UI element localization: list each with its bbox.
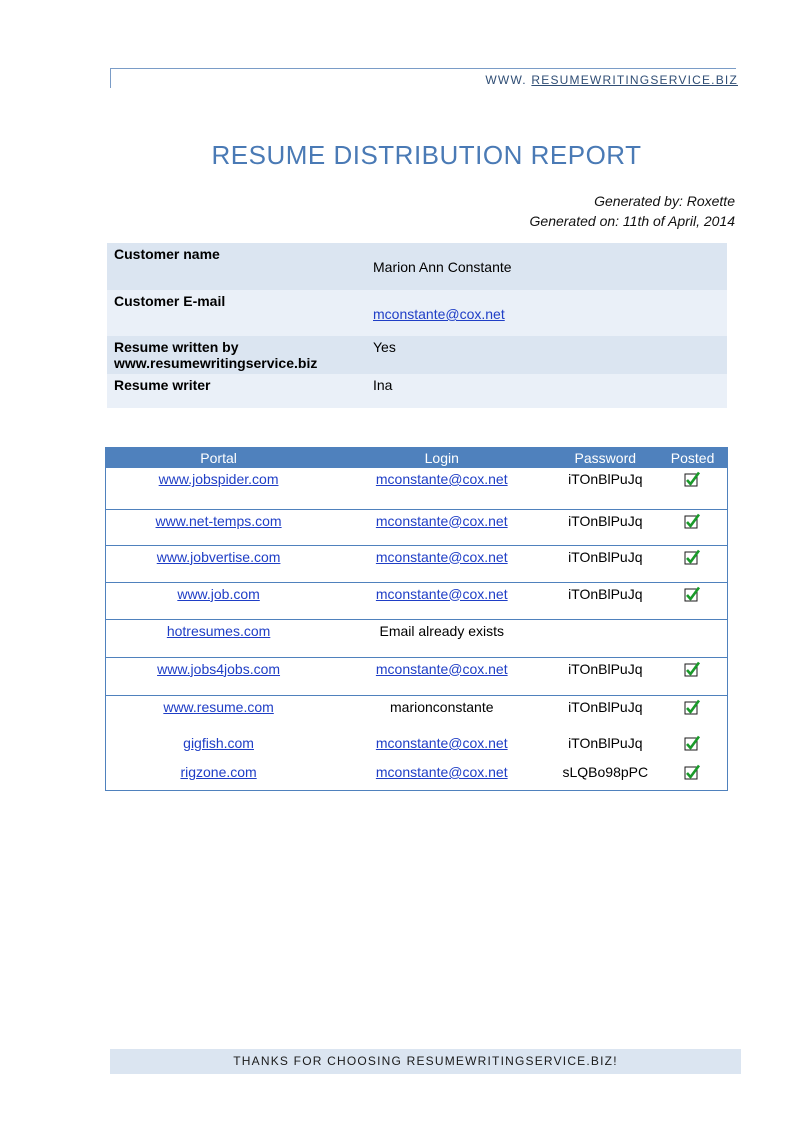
table-row (106, 509, 728, 545)
table-row (106, 732, 728, 761)
check-icon (684, 768, 701, 784)
check-icon (684, 665, 701, 681)
info-row-customer-email (107, 290, 727, 336)
footer-banner: THANKS FOR CHOOSING RESUMEWRITINGSERVICE.BIZ! (110, 1049, 741, 1074)
customer-name-value: Marion Ann Constante (366, 243, 727, 290)
password-cell: iTOnBlPuJq (552, 582, 658, 619)
table-row (106, 468, 728, 509)
portal-cell (106, 582, 332, 619)
login-cell (331, 545, 552, 582)
password-cell: iTOnBlPuJq (568, 698, 643, 715)
header-site-link[interactable]: RESUMEWRITINGSERVICE.BIZ (531, 73, 738, 87)
portal-link[interactable]: rigzone.com (180, 764, 257, 780)
customer-email-label: Customer E-mail (107, 290, 366, 336)
login-cell (331, 732, 552, 761)
posted-cell (658, 657, 727, 695)
login-cell (331, 761, 552, 790)
table-row (106, 695, 728, 732)
header-login: Login (331, 447, 552, 468)
page-title: RESUME DISTRIBUTION REPORT (211, 140, 642, 170)
info-row-resume-writer (107, 374, 727, 408)
posted-cell (658, 761, 727, 790)
info-row-customer-name (107, 243, 727, 290)
login-cell (331, 657, 552, 695)
portal-link[interactable]: www.jobspider.com (158, 471, 279, 487)
password-cell: sLQBo98pPC (562, 764, 649, 780)
generated-on: Generated on: 11th of April, 2014 (529, 213, 735, 229)
login-link[interactable]: mconstante@cox.net (375, 764, 508, 780)
portal-cell (106, 619, 332, 657)
customer-email-link[interactable]: mconstante@cox.net (373, 306, 505, 322)
posted-cell (658, 732, 727, 761)
resume-writer-value: Ina (366, 374, 727, 408)
login-text: Email already exists (379, 622, 504, 639)
password-cell (552, 619, 658, 657)
resume-written-value: Yes (366, 336, 727, 374)
table-row (106, 619, 728, 657)
login-cell (331, 619, 552, 657)
login-link[interactable]: mconstante@cox.net (375, 585, 508, 602)
header-website (485, 73, 738, 87)
table-row (106, 761, 728, 790)
table-row (106, 582, 728, 619)
check-icon (684, 517, 701, 533)
password-cell: iTOnBlPuJq (568, 735, 643, 751)
password-cell: iTOnBlPuJq (552, 509, 658, 545)
table-row (106, 657, 728, 695)
portal-cell (106, 657, 332, 695)
portal-cell (106, 509, 332, 545)
info-row-resume-written (107, 336, 727, 374)
customer-info-table (107, 243, 727, 408)
posted-cell (658, 509, 727, 545)
table-row (106, 545, 728, 582)
portal-cell (106, 695, 332, 732)
check-icon (684, 553, 701, 569)
portal-link[interactable]: www.jobs4jobs.com (157, 660, 281, 677)
header-portal: Portal (106, 447, 332, 468)
check-icon (684, 590, 701, 606)
resume-written-label-line2: www.resumewritingservice.biz (114, 355, 318, 371)
login-link[interactable]: mconstante@cox.net (375, 548, 508, 565)
login-text: marionconstante (390, 698, 494, 715)
check-icon (684, 739, 701, 755)
login-cell (331, 695, 552, 732)
portal-cell (106, 761, 332, 790)
header-rule (110, 68, 736, 69)
portal-link[interactable]: hotresumes.com (166, 622, 271, 639)
customer-email-value (366, 290, 727, 336)
header-prefix: WWW. (485, 73, 527, 87)
header-posted: Posted (658, 447, 727, 468)
password-cell: iTOnBlPuJq (552, 468, 658, 509)
portal-cell (106, 732, 332, 761)
portal-link[interactable]: www.job.com (177, 585, 260, 602)
login-link[interactable]: mconstante@cox.net (375, 660, 508, 677)
distribution-table (105, 447, 728, 791)
posted-cell (658, 619, 727, 657)
check-icon (684, 703, 701, 719)
generated-by: Generated by: Roxette (594, 193, 735, 209)
resume-writer-label: Resume writer (107, 374, 366, 408)
login-cell (331, 509, 552, 545)
posted-cell (658, 582, 727, 619)
password-cell: iTOnBlPuJq (552, 657, 658, 695)
portal-cell (106, 468, 332, 509)
customer-name-label: Customer name (107, 243, 366, 290)
password-cell: iTOnBlPuJq (552, 545, 658, 582)
table-header-row (106, 447, 728, 468)
posted-cell (658, 545, 727, 582)
login-cell (331, 468, 552, 509)
check-icon (684, 475, 701, 491)
resume-written-label-line1: Resume written by (114, 339, 239, 355)
header-password: Password (552, 447, 658, 468)
header-rule-vertical (110, 68, 111, 88)
portal-link[interactable]: www.net-temps.com (155, 512, 282, 529)
portal-link[interactable]: www.jobvertise.com (156, 548, 281, 565)
login-link[interactable]: mconstante@cox.net (375, 735, 508, 751)
login-link[interactable]: mconstante@cox.net (375, 471, 508, 487)
portal-cell (106, 545, 332, 582)
login-link[interactable]: mconstante@cox.net (375, 512, 508, 529)
posted-cell (658, 695, 727, 732)
portal-link[interactable]: www.resume.com (163, 698, 274, 715)
resume-written-label (107, 336, 366, 374)
posted-cell (658, 468, 727, 509)
login-cell (331, 582, 552, 619)
portal-link[interactable]: gigfish.com (183, 735, 254, 751)
